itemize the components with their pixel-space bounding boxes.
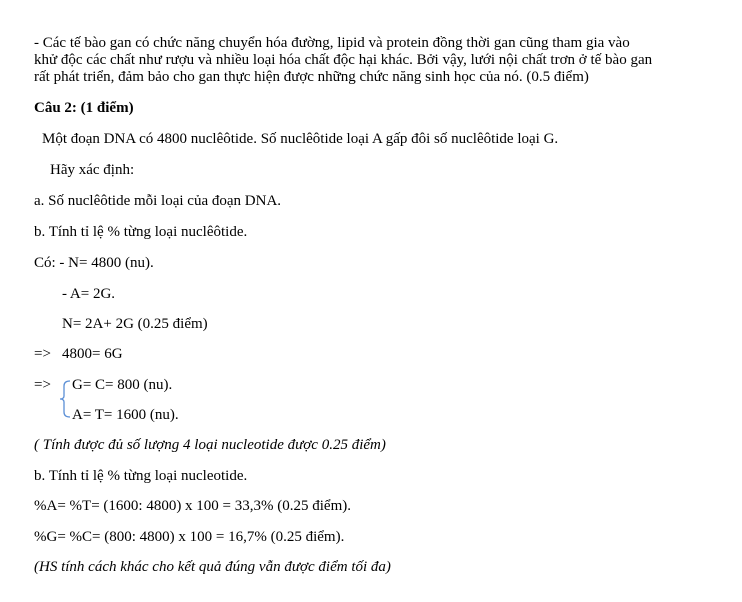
- arrow-symbol: =>: [34, 346, 51, 362]
- percent-gc: %G= %C= (800: 4800) x 100 = 16,7% (0.25 điểm).: [34, 529, 345, 545]
- result-g: G= C= 800 (nu).: [72, 377, 173, 393]
- determine-label: Hãy xác định:: [50, 162, 135, 178]
- part-b: b. Tính tỉ lệ % từng loại nuclêôtide.: [34, 224, 248, 240]
- arrow-symbol-2: =>: [34, 377, 51, 393]
- step-1: 4800= 6G: [62, 346, 123, 362]
- note-alt: (HS tính cách khác cho kết quả đúng vẫn được điểm tối đa): [34, 559, 391, 575]
- question-text: Một đoạn DNA có 4800 nuclêôtide. Số nuclêôtide loại A gấp đôi số nuclêôtide loại G.: [42, 131, 559, 147]
- intro-paragraph: [34, 35, 706, 86]
- intro-line-2: khử độc các chất như rượu và nhiều loại hóa chất độc hại khác. Bởi vậy, lưới nội chất trơn ở tế bào gan: [34, 52, 653, 68]
- intro-line-1: - Các tế bào gan có chức năng chuyển hóa đường, lipid và protein đồng thời gan cũng tham gia vào: [34, 35, 630, 51]
- note-count: ( Tính được đủ số lượng 4 loại nucleotide được 0.25 điểm): [34, 437, 386, 453]
- intro-line-3: rất phát triển, đảm bảo cho gan thực hiện được những chức năng sinh học của nó. (0.5 điểm): [34, 69, 589, 85]
- percent-at: %A= %T= (1600: 4800) x 100 = 33,3% (0.25 điểm).: [34, 498, 351, 514]
- part-b-repeat: b. Tính tỉ lệ % từng loại nucleotide.: [34, 468, 248, 484]
- question-title: Câu 2: (1 điểm): [34, 100, 134, 116]
- result-a: A= T= 1600 (nu).: [72, 407, 179, 423]
- part-a: a. Số nuclêôtide mỗi loại của đoạn DNA.: [34, 193, 282, 209]
- given-a: - A= 2G.: [62, 286, 116, 302]
- given-n: Có: - N= 4800 (nu).: [34, 255, 154, 271]
- formula-n: N= 2A+ 2G (0.25 điểm): [62, 316, 208, 332]
